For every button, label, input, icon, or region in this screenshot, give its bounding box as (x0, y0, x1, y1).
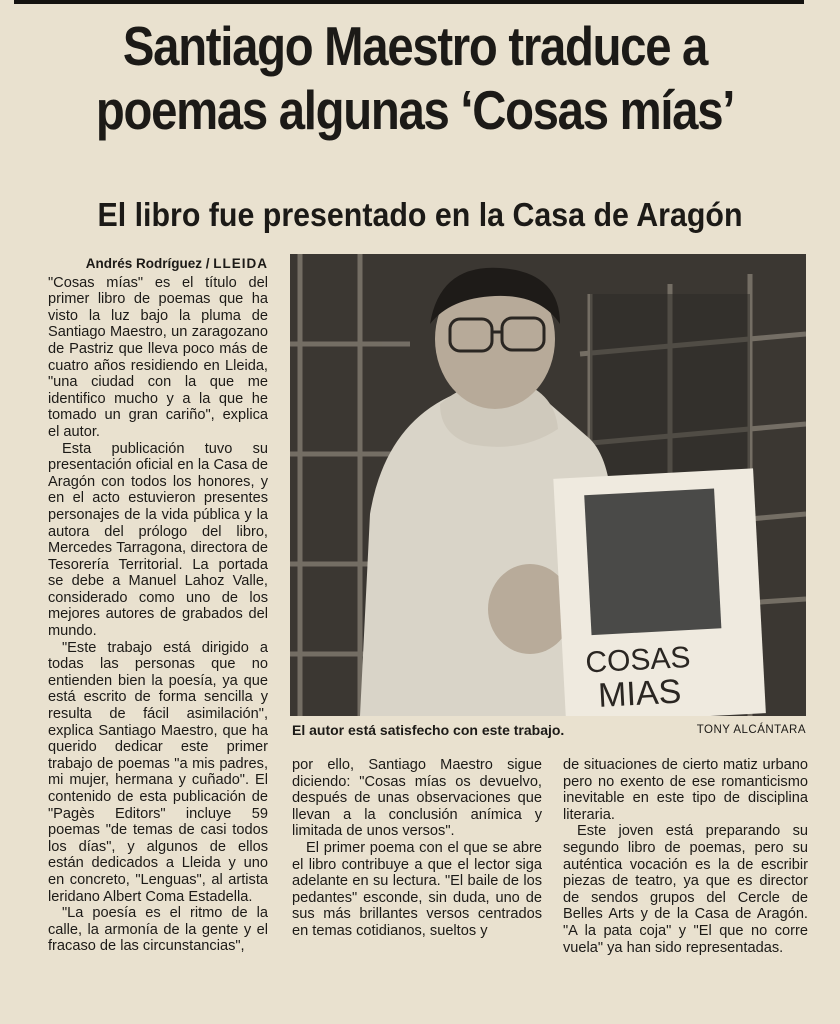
paragraph: de situaciones de cierto matiz urbano pero no exento de ese romanticismo inevitable en este tipo de disciplina literaria. (563, 757, 808, 823)
headline-line-1: Santiago Maestro traduce a (122, 15, 708, 77)
photo-credit: TONY ALCÁNTARA (696, 724, 806, 736)
article-column-1 (48, 256, 268, 955)
paragraph: El primer poema con el que se abre el libro contribuye a que el lector siga adelante en su lectura. "El baile de los pedantes" esconde, sin duda, uno de sus más brillantes versos centrados en temas cotidianos, sueltos y (292, 839, 542, 939)
byline-city: LLEIDA (213, 256, 268, 271)
article-column-3 (563, 757, 808, 956)
author-photo (290, 254, 806, 716)
subheadline: El libro fue presentado en la Casa de Aragón (97, 196, 743, 233)
byline-author: Andrés Rodríguez / (85, 256, 210, 271)
paragraph: Esta publicación tuvo su presentación oficial en la Casa de Aragón con todos los honores, y en el acto estuvieron presentes personajes de la vida pública y la autora del prólogo del libro, Mercedes Tarragona, directora de Tesorería Territorial. La portada se debe a Manuel Lahoz Valle, considerado como uno de los mejores autores de grabados del mundo. (48, 440, 268, 640)
paragraph: "Cosas mías" es el título del primer libro de poemas que ha visto la luz bajo la pluma de Santiago Maestro, un zaragozano de Pastriz que lleva poco más de cuatro años residiendo en Lleida, "una ciudad con la que me identifico mucho y a la que he tomado un gran cariño", explica el autor. (48, 274, 268, 440)
paragraph: Este joven está preparando su segundo libro de poemas, pero su auténtica vocación es la de escribir piezas de teatro, ya que es director de sendos grupos del Cercle de Belles Arts y de la Casa de Aragón. "A la pata coja" y "El que no corre vuela" ya han sido representadas. (563, 823, 808, 956)
headline-line-2: poemas algunas ‘Cosas mías’ (95, 79, 735, 141)
paragraph: "Este trabajo está dirigido a todas las personas que no entienden bien la poesía, ya que está escrito de forma sencilla y resulta de fácil asimilación", explica Santiago Maestro, que ha querido dedicar este primer trabajo de poemas "a mis padres, mi mujer, hermana y cuñado". El contenido de esta publicación de "Pagès Editors" incluye 59 poemas "de temas de casi todos los días", y algunos de ellos están dedicados a Lleida y uno en concreto, "Lenguas", al artista leridano Albert Coma Estadella. (48, 639, 268, 905)
top-rule (14, 0, 804, 4)
paragraph: por ello, Santiago Maestro sigue diciendo: "Cosas mías os devuelvo, después de unas observaciones que llevan a la conclusión anímica y limitada de unos versos". (292, 757, 542, 840)
photo-caption: El autor está satisfecho con este trabajo. (292, 722, 565, 738)
article-column-2 (292, 757, 542, 940)
book-title-line-1: COSAS (584, 640, 692, 680)
paragraph: "La poesía es el ritmo de la calle, la armonía de la gente y el fracaso de las circunstancias", (48, 905, 268, 955)
photo-illustration (290, 254, 806, 716)
byline (48, 256, 268, 273)
book-title-line-2: MIAS (597, 672, 683, 715)
headline (75, 14, 754, 142)
